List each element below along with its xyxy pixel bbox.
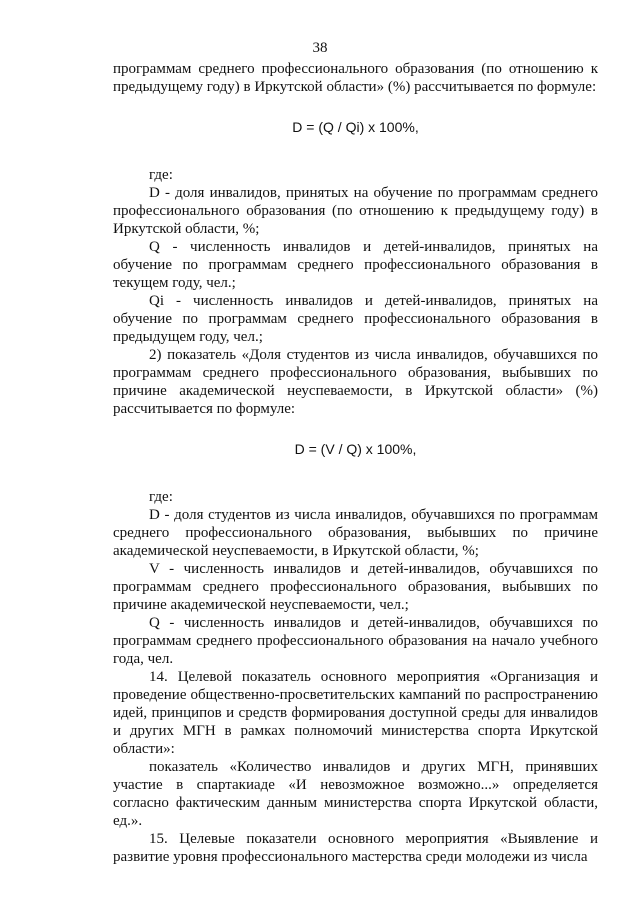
definition-q-2: Q - численность инвалидов и детей-инвалидов, обучавшихся по программам среднего профессионального образования на начало учебного года, чел.: [113, 615, 598, 667]
definition-qi-1: Qi - численность инвалидов и детей-инвалидов, принятых на обучение по программам среднего профессионального образования в предыдущем году, чел.;: [113, 293, 598, 345]
formula-1: D = (Q / Qi) x 100%,: [292, 119, 419, 135]
where-label-1: где:: [149, 167, 173, 183]
definition-v-2: V - численность инвалидов и детей-инвалидов, обучавшихся по программам среднего профессионального образования, выбывших по причине академической неуспеваемости, чел.;: [113, 561, 598, 613]
definition-d-2: D - доля студентов из числа инвалидов, обучавшихся по программам среднего профессионального образования, выбывших по причине академической неуспеваемости, в Иркутской области, %;: [113, 507, 598, 559]
where-label-2: где:: [149, 489, 173, 505]
section-14-paragraph: 14. Целевой показатель основного мероприятия «Организация и проведение общественно-просветительских кампаний по распространению идей, принципов и средств формирования доступной среды для инвалидов и других МГН в рамках полномочий министерства спорта Иркутской области»:: [113, 669, 598, 757]
indicator-2-paragraph: 2) показатель «Доля студентов из числа инвалидов, обучавшихся по программам среднего профессионального образования, выбывших по причине академической неуспеваемости, в Иркутской области» (%) рассчитывается по формуле:: [113, 347, 598, 417]
section-14-indicator: показатель «Количество инвалидов и других МГН, принявших участие в спартакиаде «И невозможное возможно...» определяется согласно фактическим данным министерства спорта Иркутской области, ед.».: [113, 759, 598, 829]
formula-2: D = (V / Q) x 100%,: [294, 441, 417, 457]
definition-q-1: Q - численность инвалидов и детей-инвалидов, принятых на обучение по программам среднего профессионального образования в текущем году, чел.;: [113, 239, 598, 291]
page-number: 38: [312, 40, 328, 56]
section-15-paragraph: 15. Целевые показатели основного мероприятия «Выявление и развитие уровня профессионального мастерства среди молодежи из числа: [113, 831, 598, 865]
definition-d-1: D - доля инвалидов, принятых на обучение по программам среднего профессионального образования (по отношению к предыдущему году) в Иркутской области, %;: [113, 185, 598, 237]
document-body: [113, 60, 598, 866]
paragraph-intro: программам среднего профессионального образования (по отношению к предыдущему году) в Иркутской области» (%) рассчитывается по формуле:: [113, 61, 598, 95]
